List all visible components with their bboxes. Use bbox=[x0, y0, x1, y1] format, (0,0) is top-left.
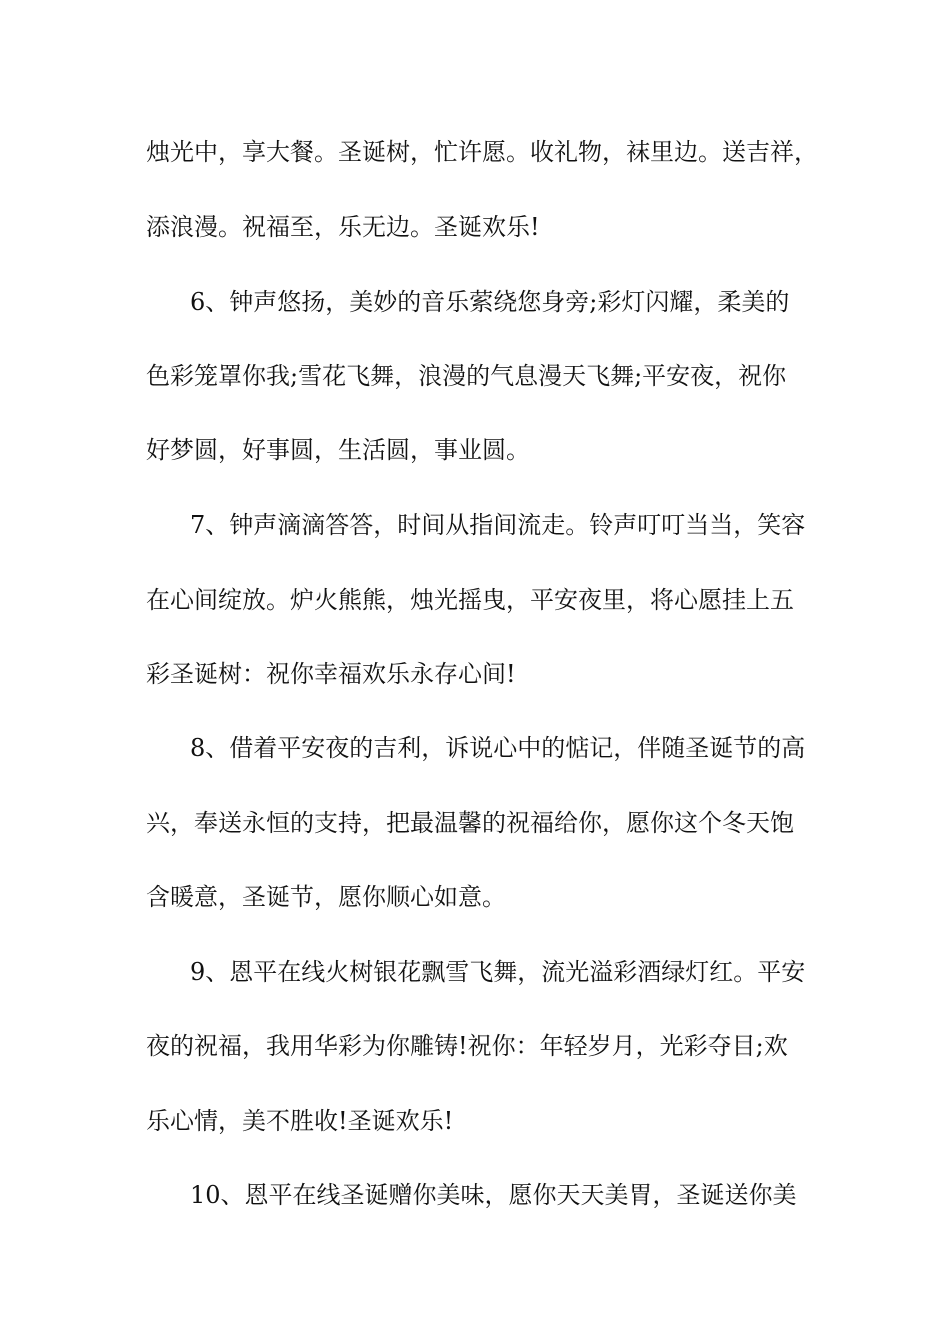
paragraph-7-start: 7、钟声滴滴答答，时间从指间流走。铃声叮叮当当，笑容 bbox=[190, 511, 806, 539]
text-line: 乐心情，美不胜收!圣诞欢乐! bbox=[146, 1107, 454, 1135]
text-line: 好梦圆，好事圆，生活圆，事业圆。 bbox=[146, 436, 530, 464]
paragraph-10-start: 10、恩平在线圣诞赠你美味，愿你天天美胃，圣诞送你美 bbox=[190, 1181, 797, 1209]
text-line: 在心间绽放。炉火熊熊，烛光摇曳，平安夜里，将心愿挂上五 bbox=[146, 586, 794, 614]
text-line: 含暖意，圣诞节，愿你顺心如意。 bbox=[146, 883, 506, 911]
paragraph-9-start: 9、恩平在线火树银花飘雪飞舞，流光溢彩酒绿灯红。平安 bbox=[190, 958, 806, 986]
text-line: 添浪漫。祝福至，乐无边。圣诞欢乐! bbox=[146, 213, 540, 241]
text-line: 烛光中，享大餐。圣诞树，忙许愿。收礼物，袜里边。送吉祥， bbox=[146, 138, 818, 166]
text-line: 兴，奉送永恒的支持，把最温馨的祝福给你，愿你这个冬天饱 bbox=[146, 809, 794, 837]
text-line: 夜的祝福，我用华彩为你雕铸!祝你：年轻岁月，光彩夺目;欢 bbox=[146, 1032, 788, 1060]
text-line: 彩圣诞树：祝你幸福欢乐永存心间! bbox=[146, 660, 516, 688]
paragraph-6-start: 6、钟声悠扬，美妙的音乐萦绕您身旁;彩灯闪耀，柔美的 bbox=[190, 288, 790, 316]
paragraph-8-start: 8、借着平安夜的吉利，诉说心中的惦记，伴随圣诞节的高 bbox=[190, 734, 806, 762]
text-line: 色彩笼罩你我;雪花飞舞，浪漫的气息漫天飞舞;平安夜，祝你 bbox=[146, 362, 787, 390]
